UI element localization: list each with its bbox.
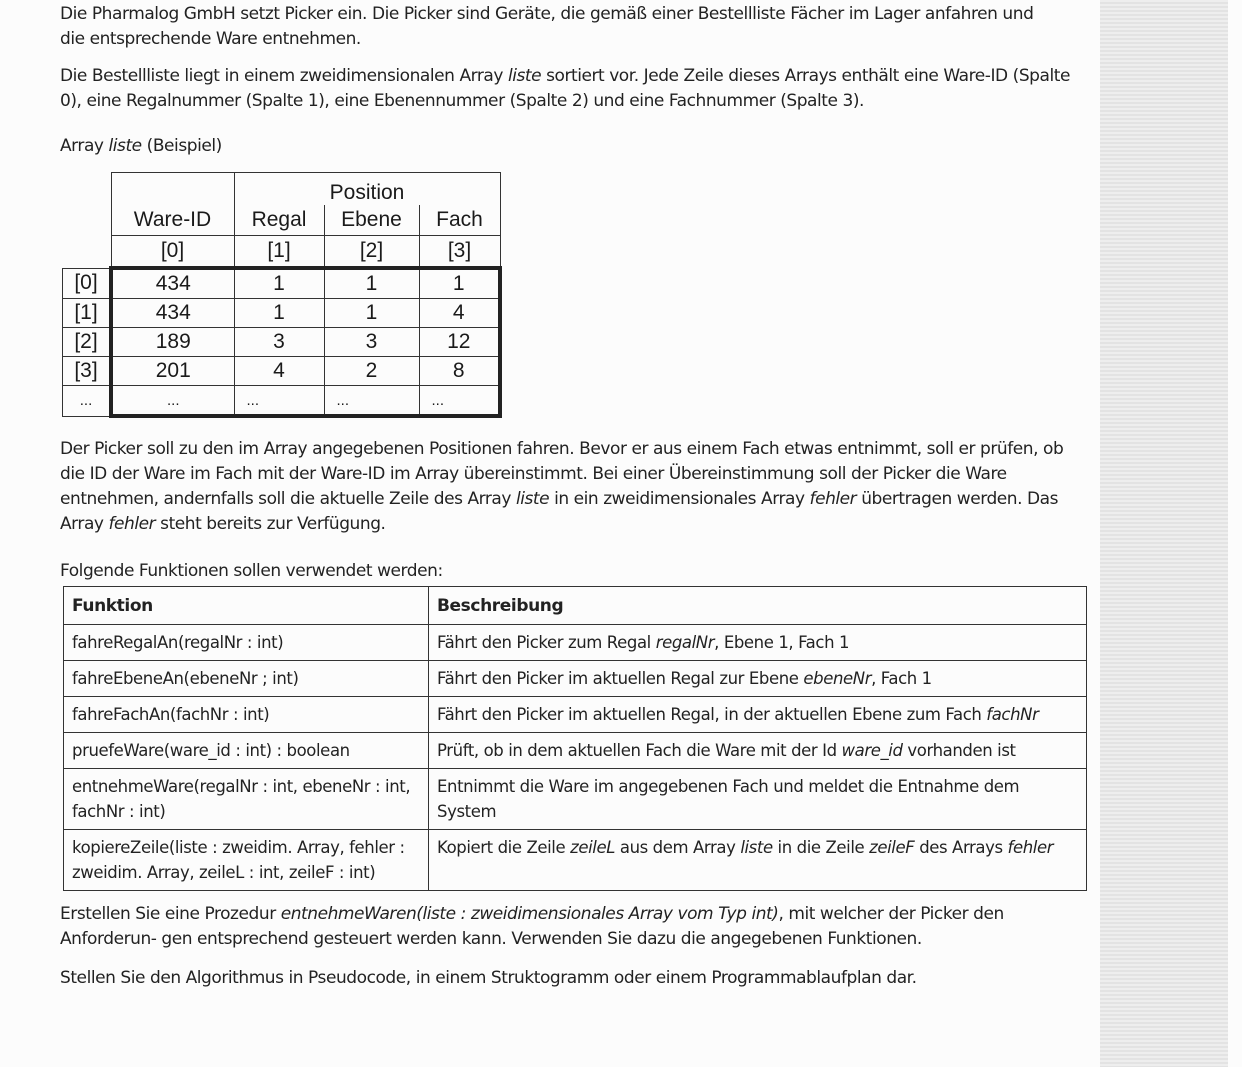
table-header-row <box>64 587 1087 625</box>
description-text: Entnimmt die Ware im angegebenen Fach und meldet die Entnahme dem System <box>437 777 1020 821</box>
table-row <box>63 328 501 357</box>
position-group-header: Position <box>234 173 500 206</box>
col-index-1: [1] <box>234 236 324 269</box>
header-beschreibung: Beschreibung <box>429 587 1087 625</box>
description-text: Fährt den Picker im aktuellen Regal zur Ebene <box>437 669 804 688</box>
corner-cell <box>63 236 112 269</box>
function-signature: fahreFachAn(fachNr : int) <box>64 697 429 733</box>
function-signature: pruefeWare(ware_id : int) : boolean <box>64 733 429 769</box>
header-spacer-cell <box>111 173 234 206</box>
corner-cell <box>63 205 112 236</box>
row-index: ... <box>63 386 112 417</box>
col-index-0: [0] <box>111 236 234 269</box>
description-text: aus dem Array <box>615 838 741 857</box>
function-signature: fahreEbeneAn(ebeneNr ; int) <box>64 661 429 697</box>
intro-text: Die Pharmalog GmbH setzt Picker ein. Die Picker sind Geräte, die gemäß einer Bestellliste Fächer im Lager anfahren und die entsprechende Ware entnehmen. <box>60 4 1034 49</box>
procedure-signature: entnehmeWaren(liste : zweidimensionales Array vom Typ int) <box>280 904 779 924</box>
description-text: Fährt den Picker zum Regal <box>437 633 656 652</box>
cell-regal: 1 <box>234 299 324 328</box>
function-description <box>429 769 1087 830</box>
description-text: in die Zeile <box>772 838 870 857</box>
function-description <box>429 733 1087 769</box>
row-index: [0] <box>63 268 112 299</box>
cell-fach: 4 <box>419 299 500 328</box>
table-row <box>64 625 1087 661</box>
table-row <box>64 697 1087 733</box>
task-instruction: Stellen Sie den Algorithmus in Pseudocode, in einem Struktogramm oder einem Programmablaufplan dar. <box>60 968 917 988</box>
array-description-paragraph <box>60 64 1070 114</box>
description-param: ware_id <box>841 741 903 760</box>
header-funktion: Funktion <box>64 587 429 625</box>
description-param: fehler <box>1007 838 1054 857</box>
description-text: Kopiert die Zeile <box>437 838 571 857</box>
col-header-regal: Regal <box>234 205 324 236</box>
functions-table <box>63 586 1087 891</box>
function-description <box>429 625 1087 661</box>
cell-ware-id: ... <box>111 386 234 417</box>
cell-regal: 1 <box>234 268 324 299</box>
row-index: [2] <box>63 328 112 357</box>
array-example-table <box>62 172 502 418</box>
cell-ebene: 3 <box>324 328 419 357</box>
description-text: des Arrays <box>914 838 1008 857</box>
function-description <box>429 661 1087 697</box>
table-row <box>64 830 1087 891</box>
array-caption-name: liste <box>108 136 142 156</box>
description-param: zeileL <box>570 838 616 857</box>
cell-regal: ... <box>234 386 324 417</box>
array-description-text: Die Bestellliste liegt in einem zweidimensionalen Array <box>60 66 508 86</box>
intro-paragraph <box>60 2 1060 52</box>
description-param: fachNr <box>986 705 1039 724</box>
description-param: ebeneNr <box>803 669 872 688</box>
task-text: , mit welcher der Picker den Anforderun- gen entsprechend gesteuert werden kann. Verwenden Sie dazu die angegebenen Funktionen. <box>60 904 1004 949</box>
table-row <box>63 268 501 299</box>
corner-cell <box>63 173 112 206</box>
cell-ebene: 1 <box>324 268 419 299</box>
function-description <box>429 697 1087 733</box>
picker-text: steht bereits zur Verfügung. <box>155 514 386 534</box>
cell-ware-id: 434 <box>111 299 234 328</box>
array-caption-suffix: (Beispiel) <box>141 136 222 156</box>
table-row <box>63 386 501 417</box>
task-paragraph <box>60 902 1075 952</box>
description-param: liste <box>740 838 773 857</box>
array-name-liste: liste <box>507 66 542 86</box>
cell-ware-id: 189 <box>111 328 234 357</box>
array-description-text-end: sortiert vor. Jede Zeile dieses Arrays enthält eine Ware-ID (Spalte 0), eine Regalnummer (Spalte 1), eine Ebenennummer (Spalte 2) und eine Fachnummer (Spalte 3). <box>60 66 1070 111</box>
col-index-2: [2] <box>324 236 419 269</box>
description-text: Prüft, ob in dem aktuellen Fach die Ware mit der Id <box>437 741 842 760</box>
col-header-ware-id: Ware-ID <box>111 205 234 236</box>
cell-fach: 12 <box>419 328 500 357</box>
col-header-ebene: Ebene <box>324 205 419 236</box>
table-row <box>64 733 1087 769</box>
description-text: vorhanden ist <box>902 741 1016 760</box>
functions-intro: Folgende Funktionen sollen verwendet werden: <box>60 561 443 581</box>
description-param: zeileF <box>869 838 915 857</box>
cell-fach: ... <box>419 386 500 417</box>
description-text: , Ebene 1, Fach 1 <box>714 633 850 652</box>
table-row <box>64 661 1087 697</box>
picker-text: übertragen werden. Das Array <box>60 489 1059 534</box>
cell-fach: 1 <box>419 268 500 299</box>
description-text: Fährt den Picker im aktuellen Regal, in der aktuellen Ebene zum Fach <box>437 705 987 724</box>
scan-edge-strip <box>1100 0 1228 1067</box>
function-signature: entnehmeWare(regalNr : int, ebeneNr : int, fachNr : int) <box>64 769 429 830</box>
row-index: [3] <box>63 357 112 386</box>
picker-paragraph <box>60 437 1075 537</box>
task-text: Erstellen Sie eine Prozedur <box>60 904 281 924</box>
array-caption <box>60 134 222 159</box>
function-signature: fahreRegalAn(regalNr : int) <box>64 625 429 661</box>
cell-regal: 4 <box>234 357 324 386</box>
table-row <box>63 299 501 328</box>
array-name-liste: liste <box>515 489 550 509</box>
cell-ebene: 2 <box>324 357 419 386</box>
col-header-fach: Fach <box>419 205 500 236</box>
picker-text: in ein zweidimensionales Array <box>549 489 810 509</box>
cell-fach: 8 <box>419 357 500 386</box>
description-param: regalNr <box>655 633 715 652</box>
cell-ebene: 1 <box>324 299 419 328</box>
array-caption-prefix: Array <box>60 136 109 156</box>
array-name-fehler: fehler <box>108 514 156 534</box>
cell-ware-id: 434 <box>111 268 234 299</box>
array-name-fehler: fehler <box>809 489 857 509</box>
cell-ware-id: 201 <box>111 357 234 386</box>
cell-ebene: ... <box>324 386 419 417</box>
picker-text: Der Picker soll zu den im Array angegebenen Positionen fahren. Bevor er aus einem Fach etwas entnimmt, soll er prüfen, ob die ID der Ware im Fach mit der Ware-ID im Array übereinstimmt. Bei einer Übereinstimmung soll der Picker die Ware entnehmen, andernfalls soll die aktuelle Zeile des Array <box>60 439 1064 509</box>
col-index-3: [3] <box>419 236 500 269</box>
description-text: , Fach 1 <box>871 669 932 688</box>
row-index: [1] <box>63 299 112 328</box>
table-row <box>64 769 1087 830</box>
table-row <box>63 357 501 386</box>
cell-regal: 3 <box>234 328 324 357</box>
function-description <box>429 830 1087 891</box>
function-signature: kopiereZeile(liste : zweidim. Array, fehler : zweidim. Array, zeileL : int, zeileF : int) <box>64 830 429 891</box>
